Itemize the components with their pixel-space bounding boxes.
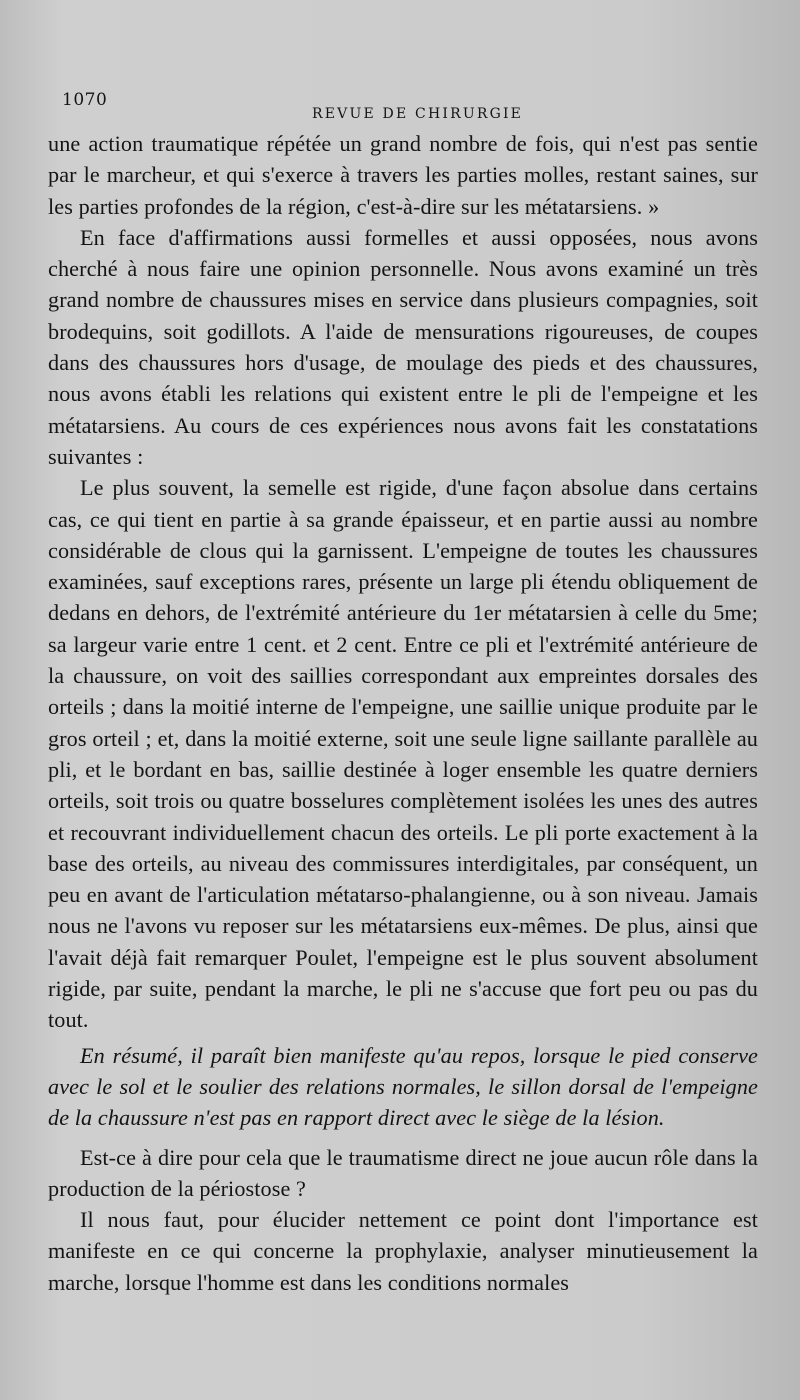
paragraph-1: une action traumatique répétée un grand nombre de fois, qui n'est pas sentie par le marcheur, et qui s'exerce à travers les parties molles, restant saines, sur les parties profondes de la région, c'est-à-dire sur les métatarsiens. » (48, 131, 758, 219)
paragraph-summary: En résumé, il paraît bien manifeste qu'au repos, lorsque le pied conserve avec le sol et le soulier des relations normales, le sillon dorsal de l'empeigne de la chaussure n'est pas en rapport direct avec le siège de la lésion. (48, 1042, 758, 1131)
page-header (48, 88, 758, 128)
paragraph-2: En face d'affirmations aussi formelles et aussi opposées, nous avons cherché à nous faire une opinion personnelle. Nous avons examiné un très grand nombre de chaussures mises en service dans plusieurs compagnies, soit brodequins, soit godillots. A l'aide de mensurations rigoureuses, de coupes dans des chaussures hors d'usage, de moulage des pieds et des chaussures, nous avons établi les relations qui existent entre le pli de l'empeigne et les métatarsiens. Au cours de ces expériences nous avons fait les constatations suivantes : (48, 224, 758, 469)
running-head: REVUE DE CHIRURGIE (312, 106, 524, 122)
page-number: 1070 (62, 90, 108, 110)
paragraph-question: Est-ce à dire pour cela que le traumatisme direct ne joue aucun rôle dans la production de la périostose ? (48, 1144, 758, 1201)
paragraph-3: Le plus souvent, la semelle est rigide, d'une façon absolue dans certains cas, ce qui tient en partie à sa grande épaisseur, et en partie aussi au nombre considérable de clous qui la garnissent. L'empeigne de toutes les chaussures examinées, sauf exceptions rares, présente un large pli étendu obliquement de dedans en dehors, de l'extrémité antérieure du 1er métatarsien à celle du 5me; sa largeur varie entre 1 cent. et 2 cent. Entre ce pli et l'extrémité antérieure de la chaussure, on voit des saillies correspondant aux empreintes dorsales des orteils ; dans la moitié interne de l'empeigne, une saillie unique produite par le gros orteil ; et, dans la moitié externe, soit une seule ligne saillante parallèle au pli, et le bordant en bas, saillie destinée à loger ensemble les quatre derniers orteils, soit trois ou quatre bosselures complètement isolées les unes des autres et recouvrant individuellement chacun des orteils. Le pli porte exactement à la base des orteils, au niveau des commissures interdigitales, par conséquent, un peu en avant de l'articulation métatarso-phalangienne, ou à son niveau. Jamais nous ne l'avons vu reposer sur les métatarsiens eux-mêmes. De plus, ainsi que l'avait déjà fait remarquer Poulet, l'empeigne est le plus souvent absolument rigide, par suite, pendant la marche, le pli ne s'accuse que fort peu ou pas du tout. (48, 475, 758, 1033)
paragraph-6: Il nous faut, pour élucider nettement ce point dont l'importance est manifeste en ce qui concerne la prophylaxie, analyser minutieusement la marche, lorsque l'homme est dans les conditions normales (48, 1207, 758, 1295)
body-text (48, 128, 758, 1298)
